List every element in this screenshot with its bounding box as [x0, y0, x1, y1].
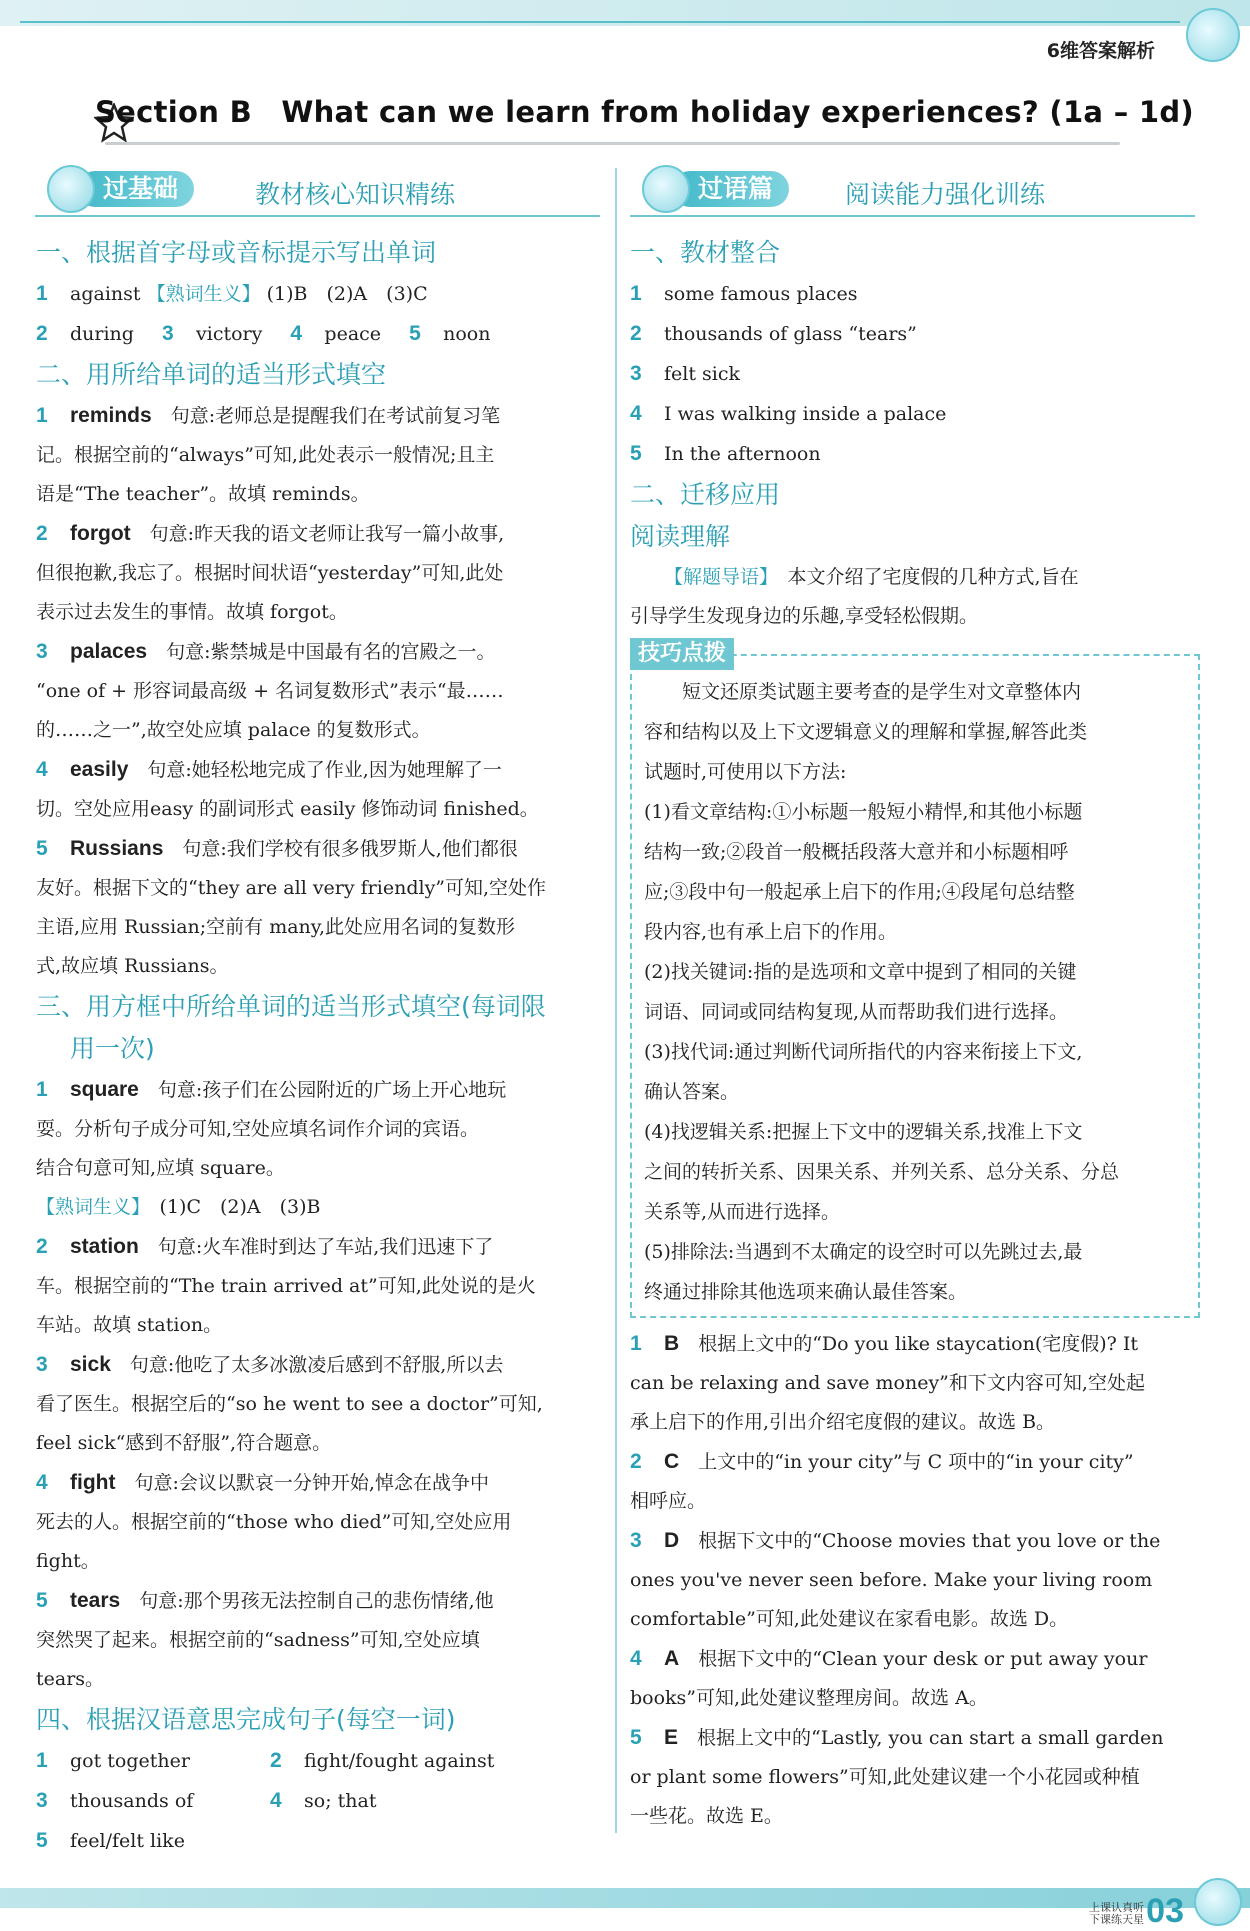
list-item: 2 thousands of glass “tears” — [630, 322, 917, 345]
answer-item: 4 fight 句意:会议以默哀一分钟开始,悼念在战争中 — [36, 1471, 489, 1494]
brand-label: 6维答案解析 — [1046, 40, 1155, 62]
answer-line: 车。根据空前的“The train arrived at”可知,此处说的是火 — [36, 1275, 536, 1297]
answer-item: 1 square 句意:孩子们在公园附近的广场上开心地玩 — [36, 1078, 507, 1101]
answer-line: 突然哭了起来。根据空前的“sadness”可知,空处应填 — [36, 1629, 480, 1651]
top-banner — [0, 0, 1250, 26]
tip-line: (5)排除法:当遇到不太确定的设空时可以先跳过去,最 — [644, 1241, 1083, 1263]
tag-label: 【熟词生义】 — [146, 283, 261, 305]
page-number: 03 — [1146, 1892, 1184, 1930]
answer-item: 2 station 句意:火车准时到达了车站,我们迅速下了 — [36, 1235, 494, 1258]
answer-item: 3 sick 句意:他吃了太多冰激凌后感到不舒服,所以去 — [36, 1353, 504, 1376]
answer-line: fight。 — [36, 1550, 100, 1572]
answer-line: comfortable”可知,此处建议在家看电影。故选 D。 — [630, 1608, 1069, 1630]
list-item: 5 feel/felt like — [36, 1829, 185, 1852]
answer-line: 结合句意可知,应填 square。 — [36, 1157, 285, 1179]
answer-line: 友好。根据下文的“they are all very friendly”可知,空处作 — [36, 877, 547, 899]
answer-item: 1 B 根据上文中的“Do you like staycation(宅度假)? It — [630, 1332, 1139, 1355]
tip-line: (1)看文章结构:①小标题一般短小精悍,和其他小标题 — [644, 801, 1083, 823]
tip-line: 应;③段中句一般起承上启下的作用;④段尾句总结整 — [644, 881, 1075, 903]
tip-line: 段内容,也有承上启下的作用。 — [644, 921, 898, 943]
answer-line: books”可知,此处建议整理房间。故选 A。 — [630, 1687, 988, 1709]
right-column — [630, 232, 1200, 1836]
tip-line: (3)找代词:通过判断代词所指代的内容来衔接上下文, — [644, 1041, 1083, 1063]
mascot-icon — [1186, 8, 1240, 62]
left-column-header — [35, 165, 600, 211]
list-item: 3 thousands of 4 so; that — [36, 1789, 377, 1812]
tip-line: (2)找关键词:指的是选项和文章中提到了相同的关键 — [644, 961, 1077, 983]
tip-line: 试题时,可使用以下方法: — [644, 761, 847, 783]
tip-line: 终通过排除其他选项来确认最佳答案。 — [644, 1281, 968, 1303]
part3-heading: 用一次) — [70, 1034, 155, 1063]
answer-line: 但很抱歉,我忘了。根据时间状语“yesterday”可知,此处 — [36, 562, 504, 584]
answer-line: 看了医生。根据空后的“so he went to see a doctor”可知, — [36, 1393, 543, 1415]
answer-item: 5 E 根据上文中的“Lastly, you can start a small garden — [630, 1726, 1164, 1749]
tip-line: 确认答案。 — [644, 1081, 740, 1103]
left-column — [36, 232, 606, 1861]
answer-line: 相呼应。 — [630, 1490, 707, 1512]
tip-line: (4)找逻辑关系:把握上下文中的逻辑关系,找准上下文 — [644, 1121, 1083, 1143]
list-item: 1 got together 2 fight/fought against — [36, 1749, 495, 1772]
tip-box — [630, 641, 1200, 1318]
answer-line: 记。根据空前的“always”可知,此处表示一般情况;且主 — [36, 444, 495, 466]
column-divider — [615, 168, 617, 1833]
list-item: 2 during 3 victory 4 peace 5 noon — [36, 322, 491, 345]
tip-line: 结构一致;②段首一般概括段落大意并和小标题相呼 — [644, 841, 1069, 863]
right-subtitle: 阅读能力强化训练 — [845, 180, 1046, 209]
list-item: 1 against 【熟词生义】 (1)B (2)A (3)C — [36, 282, 428, 305]
answer-item: 3 palaces 句意:紫禁城是中国最有名的宫殿之一。 — [36, 640, 496, 663]
part4-heading: 四、根据汉语意思完成句子(每空一词) — [36, 1705, 456, 1734]
answer-line: 表示过去发生的事情。故填 forgot。 — [36, 601, 348, 623]
mascot-icon — [1194, 1878, 1242, 1926]
answer-line: ones you've never seen before. Make your living room — [630, 1569, 1153, 1591]
mascot-icon — [47, 165, 95, 213]
answer-line: 耍。分析句子成分可知,空处应填名词作介词的宾语。 — [36, 1118, 480, 1140]
answer-line: feel sick“感到不舒服”,符合题意。 — [36, 1432, 332, 1454]
answer-line: tears。 — [36, 1668, 105, 1690]
answer-line: 一些花。故选 E。 — [630, 1805, 783, 1827]
header-rule — [630, 215, 1195, 217]
list-item: 4 I was walking inside a palace — [630, 402, 947, 425]
answer-line: 承上启下的作用,引出介绍宅度假的建议。故选 B。 — [630, 1411, 1056, 1433]
section-title: Section B What can we learn from holiday experiences? (1a – 1d) — [95, 95, 1194, 129]
answer-item: 4 easily 句意:她轻松地完成了作业,因为她理解了一 — [36, 758, 502, 781]
list-item: 3 felt sick — [630, 362, 741, 385]
tip-line: 关系等,从而进行选择。 — [644, 1201, 841, 1223]
part1-heading: 一、教材整合 — [630, 238, 781, 267]
answer-line: “one of + 形容词最高级 + 名词复数形式”表示“最…… — [36, 680, 504, 702]
answer-line: 主语,应用 Russian;空前有 many,此处应用名词的复数形 — [36, 916, 516, 938]
answer-item: 1 reminds 句意:老师总是提醒我们在考试前复习笔 — [36, 404, 501, 427]
part2-heading: 二、迁移应用 — [630, 480, 781, 509]
part1-heading: 一、根据首字母或音标提示写出单词 — [36, 238, 437, 267]
tip-line: 之间的转折关系、因果关系、并列关系、总分关系、分总 — [644, 1161, 1120, 1183]
right-column-header — [630, 165, 1195, 211]
answer-item: 4 A 根据下文中的“Clean your desk or put away your — [630, 1647, 1148, 1670]
left-badge: 过基础 — [77, 171, 194, 207]
tip-line: 短文还原类试题主要考查的是学生对文章整体内 — [644, 681, 1082, 703]
list-item: 5 In the afternoon — [630, 442, 821, 465]
answer-item: 5 tears 句意:那个男孩无法控制自己的悲伤情绪,他 — [36, 1589, 494, 1612]
answer-line: 的……之一”,故空处应填 palace 的复数形式。 — [36, 719, 431, 741]
part3-heading: 三、用方框中所给单词的适当形式填空(每词限 — [36, 992, 546, 1021]
answer-line: 车站。故填 station。 — [36, 1314, 223, 1336]
answer-item: 3 D 根据下文中的“Choose movies that you love or the — [630, 1529, 1161, 1552]
answer-line: 式,故应填 Russians。 — [36, 955, 229, 977]
bottom-banner — [0, 1888, 1250, 1908]
list-item: 1 some famous places — [630, 282, 858, 305]
tag-line: 【熟词生义】 (1)C (2)A (3)B — [36, 1196, 321, 1218]
guide-line: 【解题导语】 本文介绍了宅度假的几种方式,旨在 — [664, 566, 1079, 588]
tip-line: 容和结构以及上下文逻辑意义的理解和掌握,解答此类 — [644, 721, 1088, 743]
answer-line: 语是“The teacher”。故填 reminds。 — [36, 483, 370, 505]
answer-line: 死去的人。根据空前的“those who died”可知,空处应用 — [36, 1511, 512, 1533]
tip-line: 词语、同词或同结构复现,从而帮助我们进行选择。 — [644, 1001, 1069, 1023]
left-subtitle: 教材核心知识精练 — [255, 180, 456, 209]
header-rule — [35, 215, 600, 217]
answer-line: can be relaxing and save money”和下文内容可知,空处起 — [630, 1372, 1145, 1394]
part2-heading: 二、用所给单词的适当形式填空 — [36, 360, 387, 389]
answer-line: or plant some flowers”可知,此处建议建一个小花园或种植 — [630, 1766, 1140, 1788]
mascot-icon — [642, 165, 690, 213]
answer-line: 切。空处应用easy 的副词形式 easily 修饰动词 finished。 — [36, 798, 539, 820]
guide-line: 引导学生发现身边的乐趣,享受轻松假期。 — [630, 605, 979, 627]
answer-item: 5 Russians 句意:我们学校有很多俄罗斯人,他们都很 — [36, 837, 518, 860]
footer-slogan: 上课认真听 下课练天星 — [1089, 1901, 1144, 1926]
right-badge: 过语篇 — [672, 171, 789, 207]
answer-item: 2 C 上文中的“in your city”与 C 项中的“in your city” — [630, 1450, 1134, 1473]
reading-subheading: 阅读理解 — [630, 522, 731, 551]
tip-title: 技巧点拨 — [630, 638, 734, 670]
answer-item: 2 forgot 句意:昨天我的语文老师让我写一篇小故事, — [36, 522, 505, 545]
section-underline — [105, 142, 1120, 145]
